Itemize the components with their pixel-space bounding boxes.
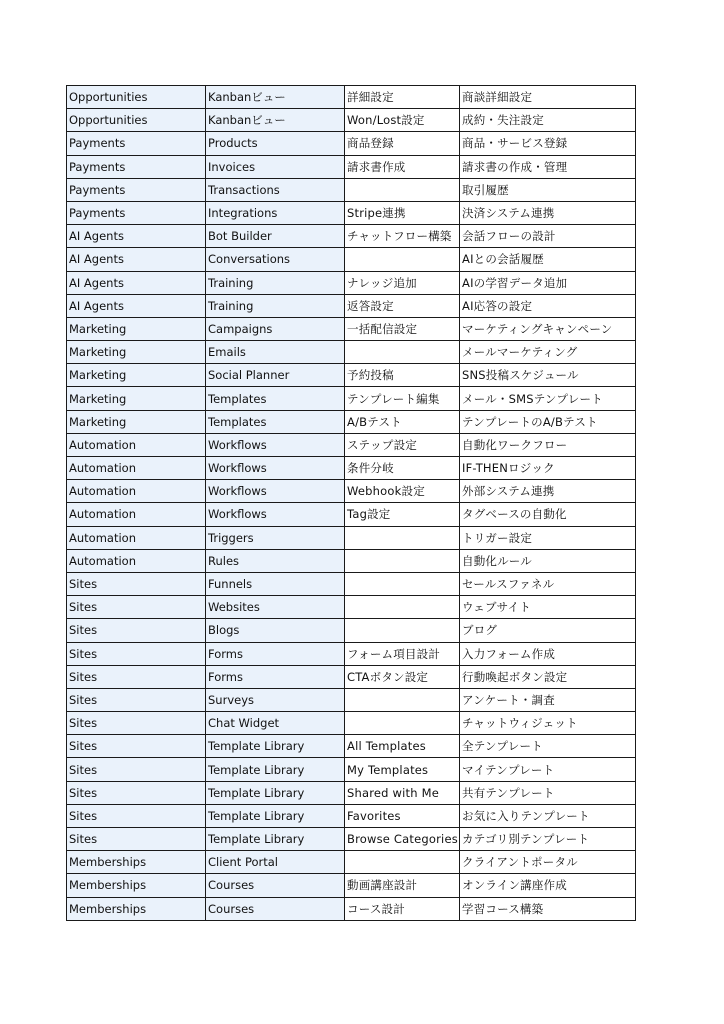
feature-cell: Invoices [206, 155, 345, 178]
menu-cell: AI Agents [67, 294, 206, 317]
table-row [67, 433, 636, 456]
menu-cell: AI Agents [67, 248, 206, 271]
description-cell: AIの学習データ追加 [460, 271, 636, 294]
detail-cell [345, 572, 460, 595]
table-row [67, 410, 636, 433]
table-row [67, 457, 636, 480]
table-row [67, 387, 636, 410]
feature-cell: Workflows [206, 503, 345, 526]
table-row [67, 758, 636, 781]
description-cell: SNS投稿スケジュール [460, 364, 636, 387]
table-row [67, 364, 636, 387]
description-cell: AI応答の設定 [460, 294, 636, 317]
table-row [67, 503, 636, 526]
table-row [67, 549, 636, 572]
detail-cell: Favorites [345, 804, 460, 827]
detail-cell: Tag設定 [345, 503, 460, 526]
detail-cell: フォーム項目設計 [345, 642, 460, 665]
table-row [67, 874, 636, 897]
feature-cell: Conversations [206, 248, 345, 271]
feature-cell: Templates [206, 387, 345, 410]
feature-table-body [67, 86, 636, 921]
feature-table [66, 85, 636, 921]
feature-cell: Template Library [206, 758, 345, 781]
detail-cell: All Templates [345, 735, 460, 758]
feature-cell: Chat Widget [206, 712, 345, 735]
table-row [67, 735, 636, 758]
menu-cell: Sites [67, 596, 206, 619]
table-row [67, 201, 636, 224]
table-row [67, 294, 636, 317]
table-row [67, 642, 636, 665]
description-cell: 決済システム連携 [460, 201, 636, 224]
detail-cell: A/Bテスト [345, 410, 460, 433]
table-row [67, 572, 636, 595]
menu-cell: Sites [67, 712, 206, 735]
detail-cell: Browse Categories [345, 828, 460, 851]
detail-cell: 請求書作成 [345, 155, 460, 178]
feature-cell: Courses [206, 897, 345, 920]
menu-cell: Marketing [67, 410, 206, 433]
feature-cell: Transactions [206, 178, 345, 201]
menu-cell: Memberships [67, 851, 206, 874]
detail-cell: Stripe連携 [345, 201, 460, 224]
menu-cell: Sites [67, 619, 206, 642]
description-cell: 学習コース構築 [460, 897, 636, 920]
feature-cell: Kanbanビュー [206, 86, 345, 109]
feature-cell: Websites [206, 596, 345, 619]
detail-cell [345, 619, 460, 642]
description-cell: 入力フォーム作成 [460, 642, 636, 665]
menu-cell: Sites [67, 758, 206, 781]
menu-cell: Sites [67, 688, 206, 711]
description-cell: 成約・失注設定 [460, 109, 636, 132]
menu-cell: Automation [67, 503, 206, 526]
detail-cell [345, 596, 460, 619]
feature-cell: Forms [206, 642, 345, 665]
table-row [67, 132, 636, 155]
table-row [67, 688, 636, 711]
description-cell: 商談詳細設定 [460, 86, 636, 109]
table-row [67, 897, 636, 920]
detail-cell: 商品登録 [345, 132, 460, 155]
menu-cell: Sites [67, 781, 206, 804]
feature-cell: Workflows [206, 433, 345, 456]
description-cell: トリガー設定 [460, 526, 636, 549]
table-row [67, 86, 636, 109]
table-row [67, 619, 636, 642]
description-cell: クライアントポータル [460, 851, 636, 874]
table-row [67, 526, 636, 549]
menu-cell: Payments [67, 178, 206, 201]
feature-cell: Training [206, 271, 345, 294]
feature-cell: Template Library [206, 735, 345, 758]
detail-cell: My Templates [345, 758, 460, 781]
feature-cell: Rules [206, 549, 345, 572]
menu-cell: Sites [67, 665, 206, 688]
feature-cell: Training [206, 294, 345, 317]
menu-cell: Marketing [67, 364, 206, 387]
description-cell: ウェブサイト [460, 596, 636, 619]
detail-cell [345, 851, 460, 874]
detail-cell: コース設計 [345, 897, 460, 920]
description-cell: 自動化ルール [460, 549, 636, 572]
feature-cell: Surveys [206, 688, 345, 711]
feature-cell: Template Library [206, 781, 345, 804]
detail-cell: 予約投稿 [345, 364, 460, 387]
feature-cell: Emails [206, 341, 345, 364]
table-row [67, 828, 636, 851]
detail-cell: 動画講座設計 [345, 874, 460, 897]
description-cell: マイテンプレート [460, 758, 636, 781]
menu-cell: Payments [67, 132, 206, 155]
detail-cell: Shared with Me [345, 781, 460, 804]
description-cell: マーケティングキャンペーン [460, 317, 636, 340]
feature-cell: Bot Builder [206, 225, 345, 248]
description-cell: オンライン講座作成 [460, 874, 636, 897]
detail-cell [345, 248, 460, 271]
menu-cell: AI Agents [67, 225, 206, 248]
detail-cell: 一括配信設定 [345, 317, 460, 340]
detail-cell: 条件分岐 [345, 457, 460, 480]
table-row [67, 317, 636, 340]
detail-cell [345, 178, 460, 201]
description-cell: 商品・サービス登録 [460, 132, 636, 155]
detail-cell: Webhook設定 [345, 480, 460, 503]
description-cell: メールマーケティング [460, 341, 636, 364]
table-row [67, 178, 636, 201]
description-cell: アンケート・調査 [460, 688, 636, 711]
detail-cell: ナレッジ追加 [345, 271, 460, 294]
detail-cell: 詳細設定 [345, 86, 460, 109]
detail-cell [345, 549, 460, 572]
description-cell: 会話フローの設計 [460, 225, 636, 248]
detail-cell: チャットフロー構築 [345, 225, 460, 248]
menu-cell: Memberships [67, 874, 206, 897]
table-row [67, 248, 636, 271]
menu-cell: Opportunities [67, 86, 206, 109]
detail-cell: ステップ設定 [345, 433, 460, 456]
feature-cell: Integrations [206, 201, 345, 224]
table-row [67, 341, 636, 364]
table-row [67, 712, 636, 735]
table-row [67, 665, 636, 688]
table-row [67, 804, 636, 827]
feature-cell: Forms [206, 665, 345, 688]
menu-cell: Payments [67, 155, 206, 178]
description-cell: AIとの会話履歴 [460, 248, 636, 271]
menu-cell: AI Agents [67, 271, 206, 294]
menu-cell: Automation [67, 480, 206, 503]
menu-cell: Automation [67, 433, 206, 456]
description-cell: お気に入りテンプレート [460, 804, 636, 827]
feature-cell: Template Library [206, 828, 345, 851]
table-row [67, 155, 636, 178]
feature-cell: Social Planner [206, 364, 345, 387]
detail-cell: 返答設定 [345, 294, 460, 317]
menu-cell: Marketing [67, 317, 206, 340]
table-row [67, 851, 636, 874]
feature-cell: Funnels [206, 572, 345, 595]
feature-cell: Blogs [206, 619, 345, 642]
menu-cell: Marketing [67, 341, 206, 364]
detail-cell: CTAボタン設定 [345, 665, 460, 688]
menu-cell: Payments [67, 201, 206, 224]
table-row [67, 109, 636, 132]
table-row [67, 225, 636, 248]
description-cell: テンプレートのA/Bテスト [460, 410, 636, 433]
description-cell: ブログ [460, 619, 636, 642]
description-cell: 共有テンプレート [460, 781, 636, 804]
feature-cell: Template Library [206, 804, 345, 827]
feature-cell: Kanbanビュー [206, 109, 345, 132]
feature-cell: Workflows [206, 480, 345, 503]
detail-cell: Won/Lost設定 [345, 109, 460, 132]
detail-cell [345, 526, 460, 549]
table-row [67, 781, 636, 804]
feature-cell: Workflows [206, 457, 345, 480]
feature-cell: Client Portal [206, 851, 345, 874]
detail-cell: テンプレート編集 [345, 387, 460, 410]
menu-cell: Automation [67, 526, 206, 549]
feature-cell: Triggers [206, 526, 345, 549]
table-row [67, 271, 636, 294]
menu-cell: Automation [67, 549, 206, 572]
detail-cell [345, 712, 460, 735]
menu-cell: Marketing [67, 387, 206, 410]
description-cell: 取引履歴 [460, 178, 636, 201]
feature-cell: Campaigns [206, 317, 345, 340]
description-cell: 全テンプレート [460, 735, 636, 758]
description-cell: IF-THENロジック [460, 457, 636, 480]
description-cell: カテゴリ別テンプレート [460, 828, 636, 851]
menu-cell: Sites [67, 804, 206, 827]
menu-cell: Sites [67, 735, 206, 758]
menu-cell: Sites [67, 572, 206, 595]
description-cell: セールスファネル [460, 572, 636, 595]
detail-cell [345, 688, 460, 711]
description-cell: タグベースの自動化 [460, 503, 636, 526]
feature-cell: Templates [206, 410, 345, 433]
menu-cell: Sites [67, 642, 206, 665]
table-row [67, 480, 636, 503]
description-cell: メール・SMSテンプレート [460, 387, 636, 410]
menu-cell: Opportunities [67, 109, 206, 132]
description-cell: 請求書の作成・管理 [460, 155, 636, 178]
description-cell: チャットウィジェット [460, 712, 636, 735]
menu-cell: Sites [67, 828, 206, 851]
feature-cell: Courses [206, 874, 345, 897]
menu-cell: Memberships [67, 897, 206, 920]
description-cell: 外部システム連携 [460, 480, 636, 503]
table-row [67, 596, 636, 619]
feature-cell: Products [206, 132, 345, 155]
menu-cell: Automation [67, 457, 206, 480]
description-cell: 自動化ワークフロー [460, 433, 636, 456]
detail-cell [345, 341, 460, 364]
description-cell: 行動喚起ボタン設定 [460, 665, 636, 688]
